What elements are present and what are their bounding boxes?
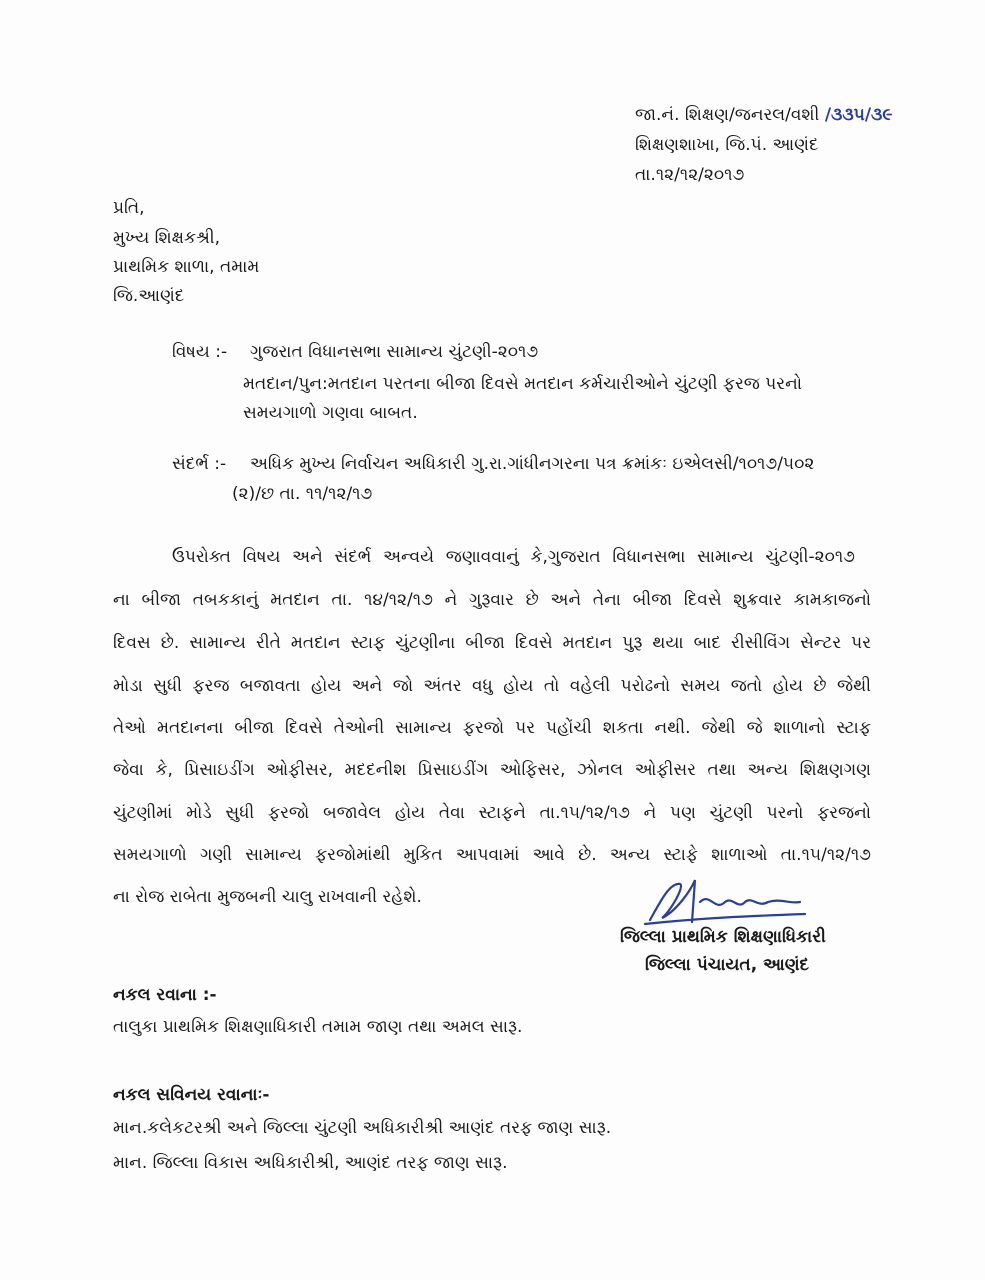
copy-to-line: તાલુકા પ્રાથમિક શિક્ષણાધિકારી તમામ જાણ તથા અમલ સારૂ.: [113, 1017, 523, 1037]
body-line: ના બીજા તબકકાનું મતદાન તા. ૧૪/૧૨/૧૭ ને ગુરૂવાર છે અને તેના બીજા દિવસે શુક્રવાર કામકાજનો: [113, 590, 871, 610]
reference-line: (૨)/છ તા. ૧૧/૧૨/૧૭: [232, 484, 373, 504]
signature: [640, 872, 810, 932]
recipient-line: જિ.આણંદ: [113, 286, 185, 306]
body-line: જેવા કે, પ્રિસાઇડીંગ ઓફીસર, મદદનીશ પ્રિસાઇડીંગ ઓફિસર, ઝોનલ ઓફીસર તથા અન્ય શિક્ષણગણ: [113, 760, 871, 780]
copy-respectfully-line: માન.કલેકટરશ્રી અને જિલ્લા ચુંટણી અધિકારીશ્રી આણંદ તરફ જાણ સારૂ.: [113, 1118, 612, 1138]
copy-to-label: નકલ રવાના :-: [113, 985, 217, 1005]
copy-respectfully-label: નકલ સવિનય રવાનાઃ-: [113, 1085, 270, 1105]
office-name: શિક્ષણશાખા, જિ.પં. આણંદ: [635, 135, 819, 155]
reference-number: [635, 103, 892, 127]
copy-respectfully-line: માન. જિલ્લા વિકાસ અધિકારીશ્રી, આણંદ તરફ જાણ સારૂ.: [113, 1153, 508, 1173]
reference-line: અધિક મુખ્ય નિર્વાચન અધિકારી ગુ.રા.ગાંધીનગરના પત્ર ક્રમાંકઃ ઇએલસી/૧૦૧૭/૫૦૨: [250, 454, 815, 474]
body-line: મોડા સુધી ફરજ બજાવતા હોય અને જો અંતર વધુ હોય તો વહેલી પરોઢનો સમય જતો હોય છે જેથી: [113, 676, 871, 696]
body-line: ના રોજ રાબેતા મુજબની ચાલુ રાખવાની રહેશે.: [113, 887, 422, 907]
subject-label: વિષય :-: [172, 342, 228, 362]
recipient-line: પ્રતિ,: [113, 198, 145, 218]
body-line: સમયગાળો ગણી સામાન્ય ફરજોમાંથી મુકિત આપવામાં આવે છે. અન્ય સ્ટાફે શાળાઓ તા.૧૫/૧૨/૧૭: [113, 845, 871, 865]
signatory-title: જિલ્લા પ્રાથમિક શિક્ષણાધિકારી: [620, 927, 826, 947]
reference-label: સંદર્ભ :-: [172, 454, 227, 474]
body-line: ચુંટણીમાં મોડે સુધી ફરજો બજાવેલ હોય તેવા સ્ટાફને તા.૧૫/૧૨/૧૭ ને પણ ચુંટણી પરનો ફરજનો: [113, 803, 871, 823]
subject-line: સમયગાળો ગણવા બાબત.: [243, 403, 418, 423]
body-line: ઉપરોક્ત વિષય અને સંદર્ભ અન્વયે જણાવવાનું કે,ગુજરાત વિધાનસભા સામાન્ય ચુંટણી-૨૦૧૭: [172, 547, 855, 567]
signatory-office: જિલ્લા પંચાયત, આણંદ: [645, 955, 810, 975]
ref-no-handwritten: /૩૩૫/૩૯: [824, 105, 893, 125]
ref-no-printed: જા.નં. શિક્ષણ/જનરલ/વશી: [635, 105, 820, 125]
subject-line: મતદાન/પુન:મતદાન પરતના બીજા દિવસે મતદાન કર્મચારીઓને ચુંટણી ફરજ પરનો: [243, 374, 802, 394]
body-line: તેઓ મતદાનના બીજા દિવસે તેઓની સામાન્ય ફરજો પર પહોંચી શકતા નથી. જેથી જે શાળાનો સ્ટાફ: [113, 718, 871, 738]
recipient-line: પ્રાથમિક શાળા, તમામ: [113, 257, 260, 277]
recipient-line: મુખ્ય શિક્ષકશ્રી,: [113, 228, 221, 248]
subject-line: ગુજરાત વિધાનસભા સામાન્ય ચુંટણી-૨૦૧૭: [250, 342, 539, 362]
letter-date: તા.૧૨/૧૨/૨૦૧૭: [635, 165, 745, 185]
body-line: દિવસ છે. સામાન્ય રીતે મતદાન સ્ટાફ ચુંટણીના બીજા દિવસે મતદાન પુરૂ થયા બાદ રીસીવિંગ સેન્ટર પર: [113, 633, 871, 653]
